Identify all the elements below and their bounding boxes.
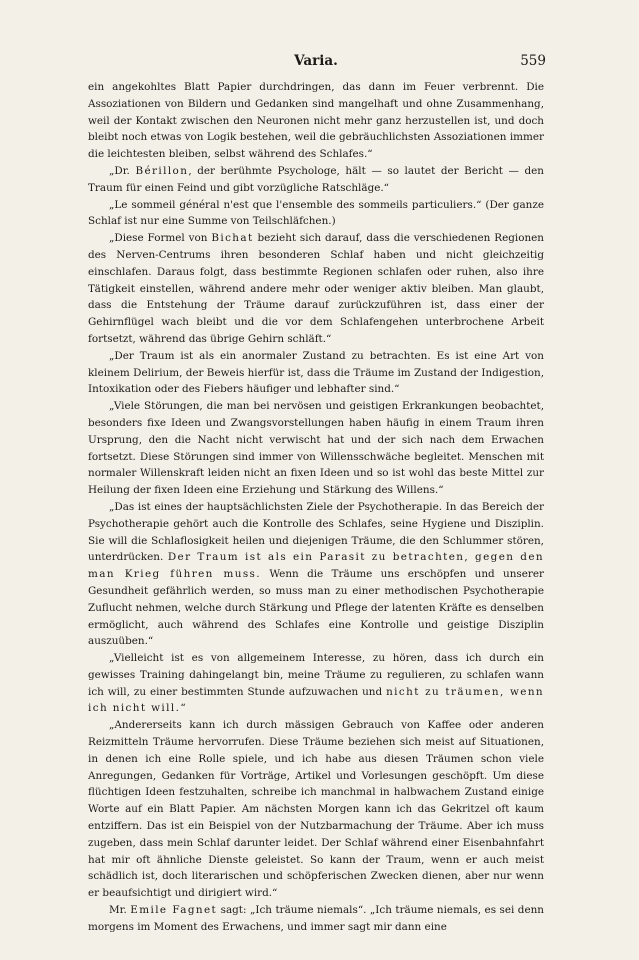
paragraph: [88, 197, 544, 231]
paragraph: [88, 230, 544, 348]
body-text: [88, 79, 544, 936]
paragraph-text: „Andererseits kann ich durch mässigen Gebrauch von Kaffee oder anderen Reizmitteln Träume hervorrufen. Diese Träume beziehen sich meist auf Situationen, in denen ich eine Rolle spiele, und ich habe aus diesen Träumen schon viele Anregungen, Gedanken für Vorträge, Artikel und Vorlesungen geschöpft. Um diese flüchtigen Ideen festzuhalten, schreibe ich manchmal in halbwachem Zustand einige Worte auf ein Blatt Papier. Am nächsten Morgen kann ich das Gekritzel oft kaum entziffern. Das ist ein Beispiel von der Nutzbarmachung der Träume. Aber ich muss zugeben, dass mein Schlaf darunter leidet. Der Schlaf während einer Eisenbahnfahrt hat mir oft ähnliche Dienste geleistet. So kann der Traum, wenn er auch meist schädlich ist, doch literarischen und schöpferischen Zwecken dienen, aber nur wenn er beaufsichtigt und dirigiert wird.“: [88, 719, 544, 900]
paragraph-text: ein angekohltes Blatt Papier durchdringen, das dann im Feuer verbrennt. Die Assoziationen von Bildern und Gedanken sind mangelhaft und ohne Zusammenhang, weil der Kontakt zwischen den Neuronen nicht mehr ganz herzustellen ist, und doch bleibt noch etwas von Logik bestehen, weil die gebräuchlichsten Assoziationen immer die leichtesten bleiben, selbst während des Schlafes.“: [88, 81, 544, 161]
paragraph-text: bezieht sich darauf, dass die verschiedenen Regionen des Nerven-Centrums ihren besonderen Schlaf haben und nicht gleichzeitig einschlafen. Daraus folgt, dass bestimmte Regionen schlafen oder ruhen, also ihre Tätigkeit einstellen, während andere mehr oder weniger aktiv bleiben. Man glaubt, dass die Entstehung der Träume darauf zurückzuführen ist, dass einer der Gehirnflügel wach bleibt und die vor dem Schlafengehen unterbrochene Arbeit fortsetzt, während das übrige Gehirn schläft.“: [88, 232, 544, 345]
paragraph-text: „Das ist eines der hauptsächlichsten Ziele der Psychotherapie. In das Bereich der Psychotherapie gehört auch die Kontrolle des Schlafes, seine Hygiene und Disziplin. Sie will die Schlaflosigkeit heilen und diejenigen Träume, die den Schlummer stören, unterdrücken.: [88, 500, 544, 564]
paragraph: [88, 163, 544, 197]
running-header: [88, 53, 544, 69]
paragraph-text: „Vielleicht ist es von allgemeinem Interesse, zu hören, dass ich durch ein gewisses Training dahingelangt bin, meine Träume zu regulieren, zu schlafen wann ich will, zu einer bestimmten Stunde aufzuwachen und: [88, 652, 544, 698]
running-title: Varia.: [294, 53, 338, 69]
paragraph: [88, 348, 544, 398]
paragraph-text: “: [180, 702, 186, 715]
paragraph-text: Wenn die Träume uns erschöpfen und unserer Gesundheit gefährlich werden, so muss man zu einer methodischen Psychotherapie Zuflucht nehmen, welche durch Stärkung und Pflege der latenten Kräfte es denselben ermöglicht, auch während des Schlafes eine Kontrolle und geistige Disziplin auszuüben.“: [88, 568, 544, 648]
spaced-emphasis-text: Bichat: [211, 232, 254, 245]
paragraph-text: „Dr.: [109, 164, 136, 177]
paragraph: [88, 499, 544, 650]
paragraph-text: , der berühmte Psychologe, hält — so lautet der Bericht — den Traum für einen Feind und gibt vorzügliche Ratschläge.“: [88, 164, 544, 194]
paragraph-text: Mr.: [109, 904, 131, 917]
page-number: 559: [520, 53, 546, 69]
spaced-emphasis-text: nicht zu träumen, wenn ich nicht will.: [88, 685, 544, 715]
paragraph: [88, 79, 544, 163]
paragraph-text: „Der Traum ist als ein anormaler Zustand zu betrachten. Es ist eine Art von kleinem Delirium, der Beweis hierfür ist, dass die Träume im Zustand der Indigestion, Intoxikation oder des Fiebers häufiger und lebhafter sind.“: [88, 349, 544, 396]
spaced-emphasis-text: Der Traum ist als ein Parasit zu betrachten, gegen den man Krieg führen muss.: [88, 551, 544, 581]
paragraph: [88, 650, 544, 717]
paragraph: [88, 902, 544, 936]
spaced-emphasis-text: Emile Fagnet: [130, 904, 218, 917]
paragraph-text: „Le sommeil général n'est que l'ensemble des sommeils particuliers.“ (Der ganze Schlaf ist nur eine Summe von Teilschläfchen.): [88, 198, 544, 228]
paragraph: [88, 398, 544, 499]
spaced-emphasis-text: Bérillon: [135, 164, 189, 177]
paragraph-text: „Viele Störungen, die man bei nervösen und geistigen Erkrankungen beobachtet, besonders fixe Ideen und Zwangsvorstellungen haben häufig in einem Traum ihren Ursprung, den die Nacht nicht verwischt hat und der sich nach dem Erwachen fortsetzt. Diese Störungen sind immer von Willensschwäche begleitet. Menschen mit normaler Willenskraft leiden nicht an fixen Ideen und so ist wohl das beste Mittel zur Heilung der fixen Ideen eine Erziehung und Stärkung des Willens.“: [88, 400, 544, 497]
paragraph-text: sagt: „Ich träume niemals“. „Ich träume niemals, es sei denn morgens im Moment des Erwachens, und immer sagt mir dann eine: [88, 904, 544, 933]
paragraph: [88, 717, 544, 902]
paragraph-text: „Diese Formel von: [109, 232, 212, 245]
